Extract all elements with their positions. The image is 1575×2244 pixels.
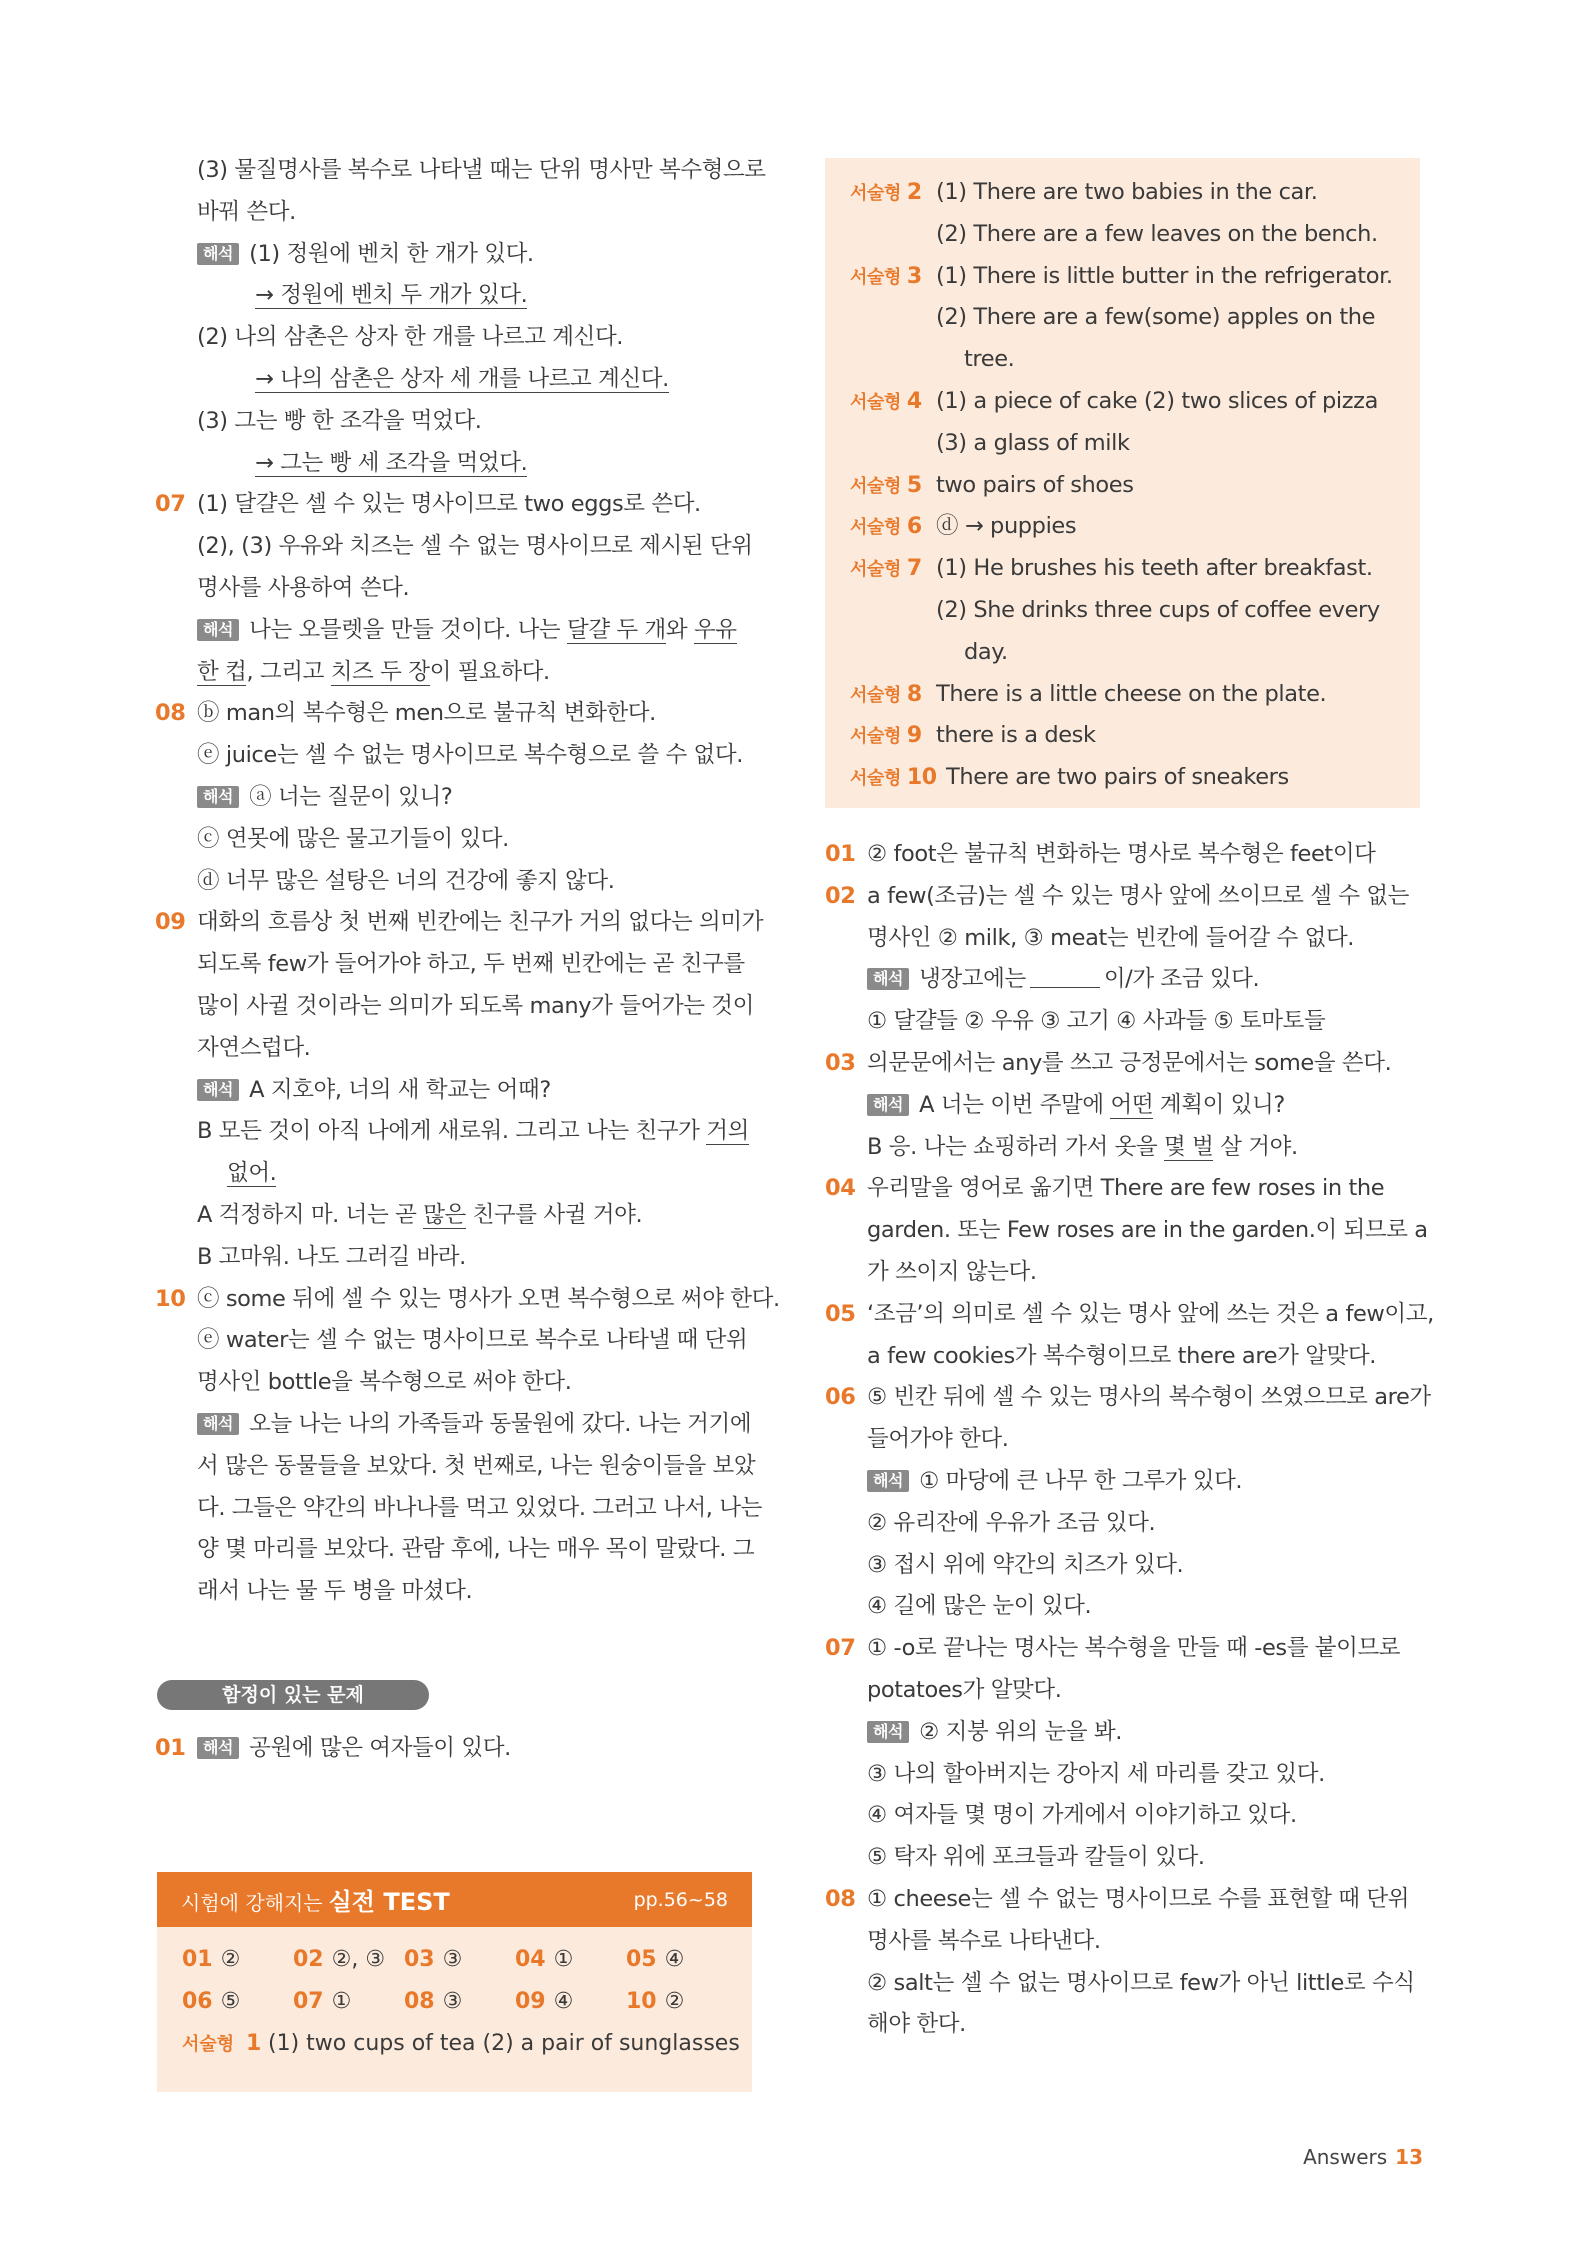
text-line: 명사인 bottle을 복수형으로 써야 한다. xyxy=(197,1369,572,1396)
trap-answer-01: 01 해석 공원에 많은 여자들이 있다. xyxy=(155,1735,511,1761)
answer-choice: ②, ③ xyxy=(331,1947,386,1972)
translation-tag: 해석 xyxy=(867,1721,909,1743)
translation-line: (2) 나의 삼촌은 상자 한 개를 나르고 계신다. xyxy=(197,324,624,351)
text-line: (2) She drinks three cups of coffee every xyxy=(936,596,1380,623)
translation-line: → 그는 빵 세 조각을 먹었다. xyxy=(255,449,528,476)
answer-09: 09 대화의 흐름상 첫 번째 빈칸에는 친구가 거의 없다는 의미가 xyxy=(155,909,764,936)
text-line: 명사를 복수로 나타낸다. xyxy=(867,1927,1101,1954)
translation-tag: 해석 xyxy=(867,1094,909,1116)
answer-02: 02 a few(조금)는 셀 수 있는 명사 앞에 쓰이므로 셀 수 없는 xyxy=(825,882,1409,909)
translation-line: 해석 A 지호야, 너의 새 학교는 어때? xyxy=(155,1070,755,1112)
answer-choice: ④ xyxy=(664,1947,685,1972)
text-line: 많이 사귈 것이라는 의미가 되도록 many가 들어가는 것이 xyxy=(197,992,754,1019)
translation-tag: 해석 xyxy=(197,1413,239,1435)
answer-number: 07 xyxy=(293,1989,324,2014)
descriptive-10: 서술형 10 There are two pairs of sneakers xyxy=(850,764,1289,791)
answer-08: 08 ⓑ man의 복수형은 men으로 불규칙 변화한다. xyxy=(155,700,656,727)
answer-03: 03 의문문에서는 any를 쓰고 긍정문에서는 some을 쓴다. xyxy=(825,1049,1392,1076)
text-line: a few cookies가 복수형이므로 there are가 알맞다. xyxy=(867,1342,1376,1369)
trap-section-title: 함정이 있는 문제 xyxy=(157,1680,429,1710)
translation-line: 해석 ① 마당에 큰 나무 한 그루가 있다. xyxy=(825,1461,1425,1503)
translation-line: ③ 나의 할아버지는 강아지 세 마리를 갖고 있다. xyxy=(867,1760,1325,1787)
translation-line: ② 유리잔에 우유가 조금 있다. xyxy=(867,1509,1156,1536)
translation-line: 해석 냉장고에는 이/가 조금 있다. xyxy=(825,959,1425,1001)
text-line: garden. 또는 Few roses are in the garden.이 되므로 a xyxy=(867,1217,1428,1244)
answer-05: 05 ‘조금’의 의미로 셀 수 있는 명사 앞에 쓰는 것은 a few이고, xyxy=(825,1300,1434,1327)
translation-tag: 해석 xyxy=(197,1079,239,1101)
translation-tag: 해석 xyxy=(867,1470,909,1492)
answer-choice: ② xyxy=(664,1989,685,2014)
answer-choice: ③ xyxy=(442,1989,463,2014)
descriptive-answer-1: 서술형 1 (1) two cups of tea (2) a pair of sunglasses xyxy=(182,2031,740,2056)
translation-tag: 해석 xyxy=(197,1737,239,1759)
translation-line: ⓓ 너무 많은 설탕은 너의 건강에 좋지 않다. xyxy=(197,867,615,894)
answer-cell xyxy=(182,1939,293,1981)
page-number: 13 xyxy=(1395,2145,1423,2169)
answer-04: 04 우리말을 영어로 옮기면 There are few roses in the xyxy=(825,1175,1385,1202)
blank-line xyxy=(1030,964,1100,988)
answer-row-1 xyxy=(182,1939,752,1981)
answer-cell xyxy=(626,1939,737,1981)
answer-number: 09 xyxy=(515,1989,546,2014)
text-line: 들어가야 한다. xyxy=(867,1426,1009,1453)
answer-choice: ⑤ xyxy=(220,1989,241,2014)
answer-cell xyxy=(404,1939,515,1981)
test-answer-box xyxy=(157,1872,752,2092)
text-line: 명사를 사용하여 쓴다. xyxy=(197,574,410,601)
translation-line: ④ 여자들 몇 명이 가게에서 이야기하고 있다. xyxy=(867,1802,1297,1829)
answer-07: 07 (1) 달걀은 셀 수 있는 명사이므로 two eggs로 쓴다. xyxy=(155,491,701,518)
text-line: ⓔ water는 셀 수 없는 명사이므로 복수로 나타낼 때 단위 xyxy=(197,1327,748,1354)
descriptive-7: 서술형 7 (1) He brushes his teeth after breakfast. xyxy=(850,555,1373,582)
translation-line: 한 컵, 그리고 치즈 두 장이 필요하다. xyxy=(197,658,550,685)
translation-line: → 정원에 벤치 두 개가 있다. xyxy=(255,282,528,309)
answer-number: 08 xyxy=(404,1989,435,2014)
translation-line: A 걱정하지 마. 너는 곧 많은 친구를 사귈 거야. xyxy=(197,1201,643,1228)
text-line: 바꿔 쓴다. xyxy=(197,198,296,225)
translation-line: 래서 나는 물 두 병을 마셨다. xyxy=(197,1578,473,1605)
page-range: pp.56~58 xyxy=(633,1888,728,1911)
answer-number: 02 xyxy=(293,1947,324,1972)
text-line: day. xyxy=(964,638,1008,665)
translation-line: B 고마워. 나도 그러길 바라. xyxy=(197,1243,466,1270)
answer-08: 08 ① cheese는 셀 수 없는 명사이므로 수를 표현할 때 단위 xyxy=(825,1885,1410,1912)
translation-line: 해석 (1) 정원에 벤치 한 개가 있다. xyxy=(155,234,755,276)
answer-number: 04 xyxy=(515,1947,546,1972)
translation-tag: 해석 xyxy=(197,243,239,265)
text-line: ② salt는 셀 수 없는 명사이므로 few가 아닌 little로 수식 xyxy=(867,1969,1415,1996)
translation-line: 해석 ⓐ 너는 질문이 있니? xyxy=(155,777,755,819)
translation-line: ④ 길에 많은 눈이 있다. xyxy=(867,1593,1092,1620)
answer-cell xyxy=(182,1981,293,2023)
translation-line: → 나의 삼촌은 상자 세 개를 나르고 계신다. xyxy=(255,365,669,392)
answer-choice: ③ xyxy=(442,1947,463,1972)
descriptive-2: 서술형 2 (1) There are two babies in the car. xyxy=(850,179,1318,205)
translation-line: ③ 접시 위에 약간의 치즈가 있다. xyxy=(867,1551,1184,1578)
answer-01: 01 ② foot은 불규칙 변화하는 명사로 복수형은 feet이다 xyxy=(825,841,1376,867)
descriptive-8: 서술형 8 There is a little cheese on the plate. xyxy=(850,680,1327,707)
text-line: (2), (3) 우유와 치즈는 셀 수 없는 명사이므로 제시된 단위 xyxy=(197,533,753,560)
answer-choice: ④ xyxy=(553,1989,574,2014)
descriptive-3: 서술형 3 (1) There is little butter in the refrigerator. xyxy=(850,262,1393,289)
translation-line: ⑤ 탁자 위에 포크들과 칼들이 있다. xyxy=(867,1844,1205,1871)
text-line: 되도록 few가 들어가야 하고, 두 번째 빈칸에는 곧 친구를 xyxy=(197,951,745,978)
answer-cell xyxy=(404,1981,515,2023)
text-line: (3) a glass of milk xyxy=(936,429,1130,456)
translation-line: B 모든 것이 아직 나에게 새로워. 그리고 나는 친구가 거의 xyxy=(197,1118,749,1145)
answer-choice: ① xyxy=(331,1989,352,2014)
text-line: (2) There are a few(some) apples on the xyxy=(936,304,1376,331)
text-line: (3) 물질명사를 복수로 나타낼 때는 단위 명사만 복수형으로 xyxy=(197,157,766,183)
text-line: ⓔ juice는 셀 수 없는 명사이므로 복수형으로 쓸 수 없다. xyxy=(197,742,743,769)
test-title: 시험에 강해지는 실전 TEST xyxy=(181,1888,450,1916)
translation-line: (3) 그는 빵 한 조각을 먹었다. xyxy=(197,407,482,434)
text-line: potatoes가 알맞다. xyxy=(867,1676,1062,1703)
answer-cell xyxy=(515,1939,626,1981)
translation-tag: 해석 xyxy=(197,619,239,641)
translation-tag: 해석 xyxy=(867,968,909,990)
answer-number: 05 xyxy=(626,1947,657,1972)
answer-10: 10 ⓒ some 뒤에 셀 수 있는 명사가 오면 복수형으로 써야 한다. xyxy=(155,1285,780,1312)
translation-line: 해석 오늘 나는 나의 가족들과 동물원에 갔다. 나는 거기에 xyxy=(155,1404,755,1446)
translation-line: 다. 그들은 약간의 바나나를 먹고 있었다. 그러고 나서, 나는 xyxy=(197,1494,762,1521)
left-column xyxy=(155,150,780,1613)
answer-cell xyxy=(515,1981,626,2023)
translation-line: B 응. 나는 쇼핑하러 가서 옷을 몇 벌 살 거야. xyxy=(867,1133,1298,1160)
page-footer: Answers 13 xyxy=(1303,2145,1423,2169)
translation-line: 없어. xyxy=(227,1160,277,1187)
descriptive-9: 서술형 9 there is a desk xyxy=(850,722,1096,749)
descriptive-5: 서술형 5 two pairs of shoes xyxy=(850,471,1134,498)
translation-line: 해석 ② 지붕 위의 눈을 봐. xyxy=(825,1712,1425,1754)
answer-06: 06 ⑤ 빈칸 뒤에 셀 수 있는 명사의 복수형이 쓰였으므로 are가 xyxy=(825,1384,1431,1411)
descriptive-4: 서술형 4 (1) a piece of cake (2) two slices of pizza xyxy=(850,387,1378,414)
translation-line: ⓒ 연못에 많은 물고기들이 있다. xyxy=(197,825,509,852)
answer-number: 10 xyxy=(626,1989,657,2014)
translation-line: 해석 나는 오믈렛을 만들 것이다. 나는 달걀 두 개와 우유 xyxy=(155,610,755,652)
answer-cell xyxy=(626,1981,737,2023)
answer-choice: ② xyxy=(220,1947,241,1972)
text-line: 명사인 ② milk, ③ meat는 빈칸에 들어갈 수 없다. xyxy=(867,924,1355,951)
translation-line: 해석 A 너는 이번 주말에 어떤 계획이 있니? xyxy=(825,1085,1425,1127)
translation-line: ① 달걀들 ② 우유 ③ 고기 ④ 사과들 ⑤ 토마토들 xyxy=(867,1008,1326,1035)
answer-choice: ① xyxy=(553,1947,574,1972)
text-line: 해야 한다. xyxy=(867,2011,966,2038)
text-line: tree. xyxy=(964,346,1015,373)
answer-row-2 xyxy=(182,1981,752,2023)
descriptive-6: 서술형 6 ⓓ → puppies xyxy=(850,513,1077,540)
translation-line: 서 많은 동물들을 보았다. 첫 번째로, 나는 원숭이들을 보았 xyxy=(197,1452,756,1479)
answer-number: 06 xyxy=(182,1989,213,2014)
text-line: 자연스럽다. xyxy=(197,1034,311,1061)
test-header xyxy=(157,1872,752,1927)
translation-line: 양 몇 마리를 보았다. 관람 후에, 나는 매우 목이 말랐다. 그 xyxy=(197,1536,755,1563)
translation-tag: 해석 xyxy=(197,786,239,808)
answer-cell xyxy=(293,1981,404,2023)
text-line: 가 쓰이지 않는다. xyxy=(867,1258,1037,1285)
answer-number: 01 xyxy=(182,1947,213,1972)
answer-07: 07 ① -o로 끝나는 명사는 복수형을 만들 때 -es를 붙이므로 xyxy=(825,1635,1401,1662)
right-column xyxy=(825,834,1434,2046)
descriptive-answers-box xyxy=(825,158,1420,808)
text-line: (2) There are a few leaves on the bench. xyxy=(936,220,1378,247)
answer-cell xyxy=(293,1939,404,1981)
answer-number: 03 xyxy=(404,1947,435,1972)
